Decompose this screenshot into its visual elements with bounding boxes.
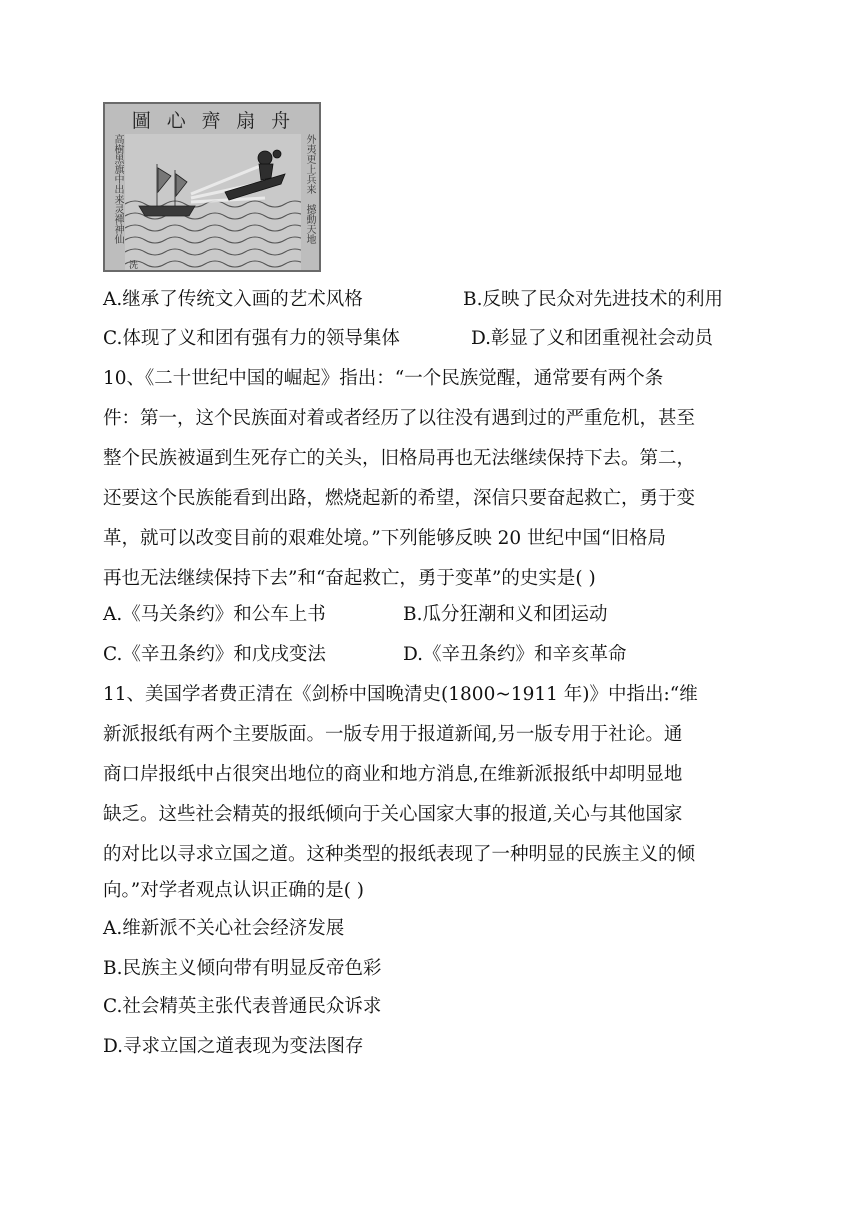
q11-option-c: C.社会精英主张代表普通民众诉求	[103, 996, 382, 1017]
q9-option-b: B.反映了民众对先进技术的利用	[463, 289, 723, 310]
print-right-inscription-bottom: 撼動天地	[304, 204, 315, 244]
woodblock-print-image	[103, 102, 321, 272]
q9-option-c: C.体现了义和团有强有力的领导集体	[103, 328, 400, 349]
print-title-char: 圖	[131, 109, 153, 132]
q11-stem-line: 缺乏。这些社会精英的报纸倾向于关心国家大事的报道,关心与其他国家	[103, 804, 683, 825]
q9-option-a: A.继承了传统文入画的艺术风格	[103, 289, 363, 310]
q10-option-d: D.《辛丑条约》和辛亥革命	[403, 644, 627, 665]
print-left-inscription: 高樹黑旗中出来灵禪神仙	[112, 134, 123, 244]
q10-option-c: C.《辛丑条约》和戊戌变法	[103, 644, 326, 665]
ship-battle-scene	[125, 134, 301, 270]
q10-stem-line: 还要这个民族能看到出路，燃烧起新的希望，深信只要奋起救亡，勇于变	[103, 488, 696, 509]
q11-option-d: D.寻求立国之道表现为变法图存	[103, 1036, 364, 1057]
q11-stem-line: 向。”对学者观点认识正确的是( )	[103, 880, 365, 901]
q10-stem-line: 革，就可以改变目前的艰难处境。”下列能够反映 20 世纪中国“旧格局	[103, 528, 666, 549]
q10-stem-line: 再也无法继续保持下去”和“奋起救亡，勇于变革”的史实是( )	[103, 568, 596, 589]
print-corner-mark: 洗	[129, 261, 139, 270]
print-title-char: 齊	[201, 109, 223, 132]
print-title-char: 心	[166, 109, 188, 132]
q11-stem-line: 的对比以寻求立国之道。这种类型的报纸表现了一种明显的民族主义的倾	[103, 844, 696, 865]
q10-stem-line: 10、《二十世纪中国的崛起》指出：“一个民族觉醒，通常要有两个条	[103, 368, 664, 389]
q11-stem-line: 11、美国学者费正清在《剑桥中国晚清史(1800~1911 年)》中指出:“维	[103, 684, 698, 705]
q10-stem-line: 件：第一，这个民族面对着或者经历了以往没有遇到过的严重危机，甚至	[103, 408, 696, 429]
print-title-char: 舟	[271, 109, 293, 132]
print-right-inscription-top: 外夷更上兵来	[304, 134, 315, 194]
q10-option-a: A.《马关条约》和公车上书	[103, 604, 326, 625]
q11-option-b: B.民族主义倾向带有明显反帝色彩	[103, 958, 382, 979]
q11-option-a: A.维新派不关心社会经济发展	[103, 918, 345, 939]
q10-stem-line: 整个民族被逼到生死存亡的关头，旧格局再也无法继续保持下去。第二，	[103, 448, 696, 469]
q11-stem-line: 商口岸报纸中占很突出地位的商业和地方消息,在维新派报纸中却明显地	[103, 764, 683, 785]
q11-stem-line: 新派报纸有两个主要版面。一版专用于报道新闻,另一版专用于社论。通	[103, 724, 683, 745]
print-title-char: 扇	[236, 109, 258, 132]
q9-option-d: D.彰显了义和团重视社会动员	[471, 328, 714, 349]
print-title	[125, 106, 299, 132]
q10-option-b: B.瓜分狂潮和义和团运动	[403, 604, 608, 625]
